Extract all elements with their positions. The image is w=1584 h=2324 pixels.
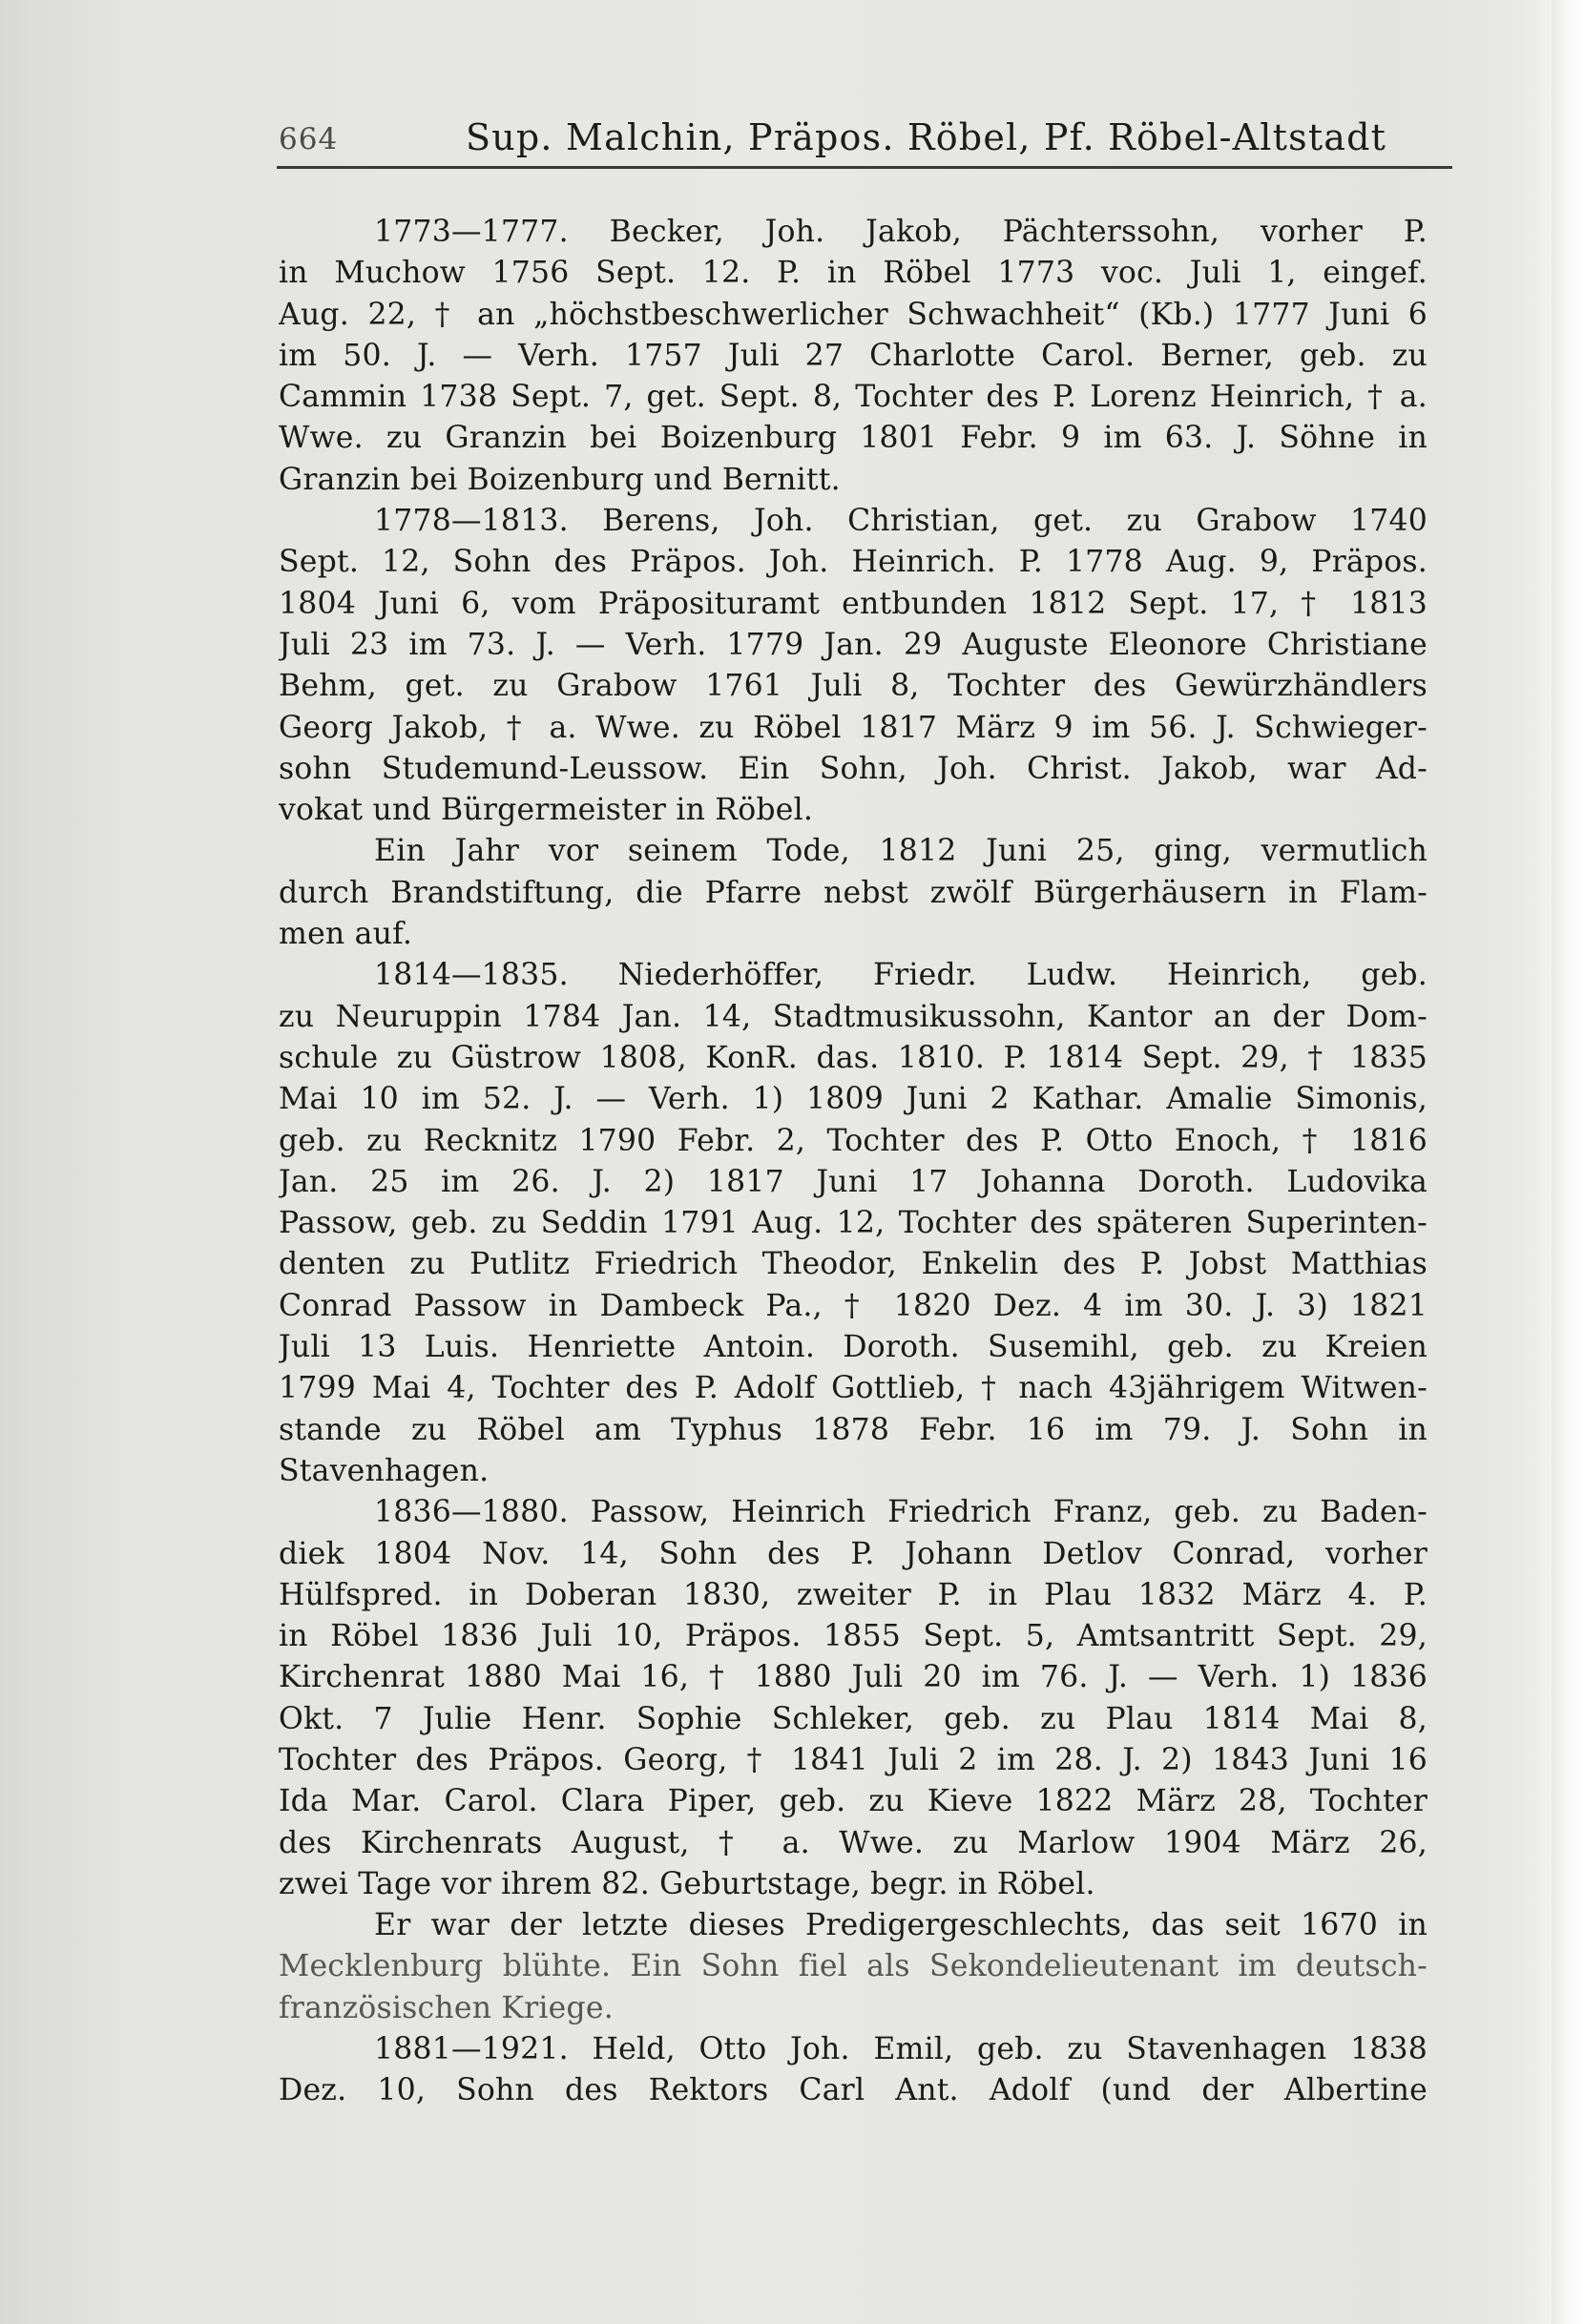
text-line: Juli 13 Luis. Henriette Antoin. Doroth. Susemihl, geb. zu Kreien — [279, 1330, 1428, 1365]
entry-passow-line: 1836—1880. Passow, Heinrich Friedrich Franz, geb. zu Baden- — [374, 1495, 1428, 1530]
paragraph-fire-line: Ein Jahr vor seinem Tode, 1812 Juni 25, ging, vermutlich — [374, 834, 1428, 869]
text-line: geb. zu Recknitz 1790 Febr. 2, Tochter des P. Otto Enoch, † 1816 — [279, 1123, 1428, 1158]
text-line: denten zu Putlitz Friedrich Theodor, Enkelin des P. Jobst Matthias — [279, 1247, 1428, 1282]
text-line: Mai 10 im 52. J. — Verh. 1) 1809 Juni 2 Kathar. Amalie Simonis, — [279, 1082, 1428, 1117]
paragraph-family-line: Er war der letzte dieses Predigergeschlechts, das seit 1670 in — [374, 1908, 1428, 1943]
text-line: Kirchenrat 1880 Mai 16, † 1880 Juli 20 im 76. J. — Verh. 1) 1836 — [279, 1660, 1428, 1695]
text-line: Stavenhagen. — [279, 1453, 490, 1488]
text-line: französischen Kriege. — [279, 1990, 614, 2025]
text-line: zwei Tage vor ihrem 82. Geburtstage, begr. in Röbel. — [279, 1866, 1095, 1901]
entry-becker-line: 1773—1777. Becker, Joh. Jakob, Pächterssohn, vorher P. — [374, 215, 1428, 249]
text-line: Dez. 10, Sohn des Rektors Carl Ant. Adolf (und der Albertine — [279, 2073, 1428, 2108]
text-line: diek 1804 Nov. 14, Sohn des P. Johann Detlov Conrad, vorher — [279, 1536, 1428, 1571]
page-header — [279, 111, 1450, 168]
text-line: Juli 23 im 73. J. — Verh. 1779 Jan. 29 Auguste Eleonore Christiane — [279, 627, 1428, 662]
text-line: in Muchow 1756 Sept. 12. P. in Röbel 1773 voc. Juli 1, eingef. — [279, 256, 1428, 291]
text-line: Passow, geb. zu Seddin 1791 Aug. 12, Tochter des späteren Superinten- — [279, 1206, 1428, 1241]
text-line: Tochter des Präpos. Georg, † 1841 Juli 2 im 28. J. 2) 1843 Juni 16 — [279, 1742, 1428, 1777]
text-line: sohn Studemund-Leussow. Ein Sohn, Joh. Christ. Jakob, war Ad- — [279, 751, 1428, 786]
text-line: Mecklenburg blühte. Ein Sohn fiel als Sekondelieutenant im deutsch- — [279, 1949, 1428, 1984]
text-line: Hülfspred. in Doberan 1830, zweiter P. in Plau 1832 März 4. P. — [279, 1577, 1428, 1612]
text-line: Ida Mar. Carol. Clara Piper, geb. zu Kieve 1822 März 28, Tochter — [279, 1784, 1428, 1819]
text-line: Granzin bei Boizenburg und Bernitt. — [279, 462, 841, 497]
body-text — [279, 212, 1428, 2112]
page-edge-shadow — [1552, 0, 1584, 2324]
text-line: Georg Jakob, † a. Wwe. zu Röbel 1817 März 9 im 56. J. Schwieger- — [279, 710, 1428, 745]
text-line: vokat und Bürgermeister in Röbel. — [279, 793, 814, 828]
text-line: stande zu Röbel am Typhus 1878 Febr. 16 im 79. J. Sohn in — [279, 1412, 1428, 1447]
entry-niederhoeffer-line: 1814—1835. Niederhöffer, Friedr. Ludw. Heinrich, geb. — [374, 958, 1428, 993]
text-line: zu Neuruppin 1784 Jan. 14, Stadtmusikussohn, Kantor an der Dom- — [279, 999, 1428, 1034]
text-line: 1799 Mai 4, Tochter des P. Adolf Gottlieb, † nach 43jährigem Witwen- — [279, 1371, 1428, 1406]
entry-held-line: 1881—1921. Held, Otto Joh. Emil, geb. zu Stavenhagen 1838 — [374, 2032, 1428, 2067]
text-line: Cammin 1738 Sept. 7, get. Sept. 8, Tochter des P. Lorenz Heinrich, † a. — [279, 380, 1428, 415]
text-line: schule zu Güstrow 1808, KonR. das. 1810. P. 1814 Sept. 29, † 1835 — [279, 1040, 1428, 1075]
page-number: 664 — [279, 122, 339, 156]
text-line: Aug. 22, † an „höchstbeschwerlicher Schwachheit“ (Kb.) 1777 Juni 6 — [279, 297, 1428, 332]
text-line: durch Brandstiftung, die Pfarre nebst zwölf Bürgerhäusern in Flam- — [279, 875, 1428, 910]
text-line: im 50. J. — Verh. 1757 Juli 27 Charlotte Carol. Berner, geb. zu — [279, 338, 1428, 373]
text-line: men auf. — [279, 917, 413, 952]
text-line: Sept. 12, Sohn des Präpos. Joh. Heinrich. P. 1778 Aug. 9, Präpos. — [279, 545, 1428, 580]
text-line: des Kirchenrats August, † a. Wwe. zu Marlow 1904 März 26, — [279, 1825, 1428, 1860]
entry-berens-line: 1778—1813. Berens, Joh. Christian, get. zu Grabow 1740 — [374, 504, 1428, 539]
text-line: in Röbel 1836 Juli 10, Präpos. 1855 Sept. 5, Amtsantritt Sept. 29, — [279, 1619, 1428, 1654]
text-line: Conrad Passow in Dambeck Pa., † 1820 Dez. 4 im 30. J. 3) 1821 — [279, 1288, 1428, 1323]
text-line: Jan. 25 im 26. J. 2) 1817 Juni 17 Johanna Doroth. Ludovika — [279, 1164, 1428, 1199]
text-line: Wwe. zu Granzin bei Boizenburg 1801 Febr. 9 im 63. J. Söhne in — [279, 421, 1428, 456]
running-head: Sup. Malchin, Präpos. Röbel, Pf. Röbel-Altstadt — [466, 116, 1387, 158]
text-line: Behm, get. zu Grabow 1761 Juli 8, Tochter des Gewürzhändlers — [279, 669, 1428, 704]
text-line: Okt. 7 Julie Henr. Sophie Schleker, geb. zu Plau 1814 Mai 8, — [279, 1701, 1428, 1736]
text-line: 1804 Juni 6, vom Präposituramt entbunden 1812 Sept. 17, † 1813 — [279, 586, 1428, 621]
header-rule — [277, 166, 1452, 169]
